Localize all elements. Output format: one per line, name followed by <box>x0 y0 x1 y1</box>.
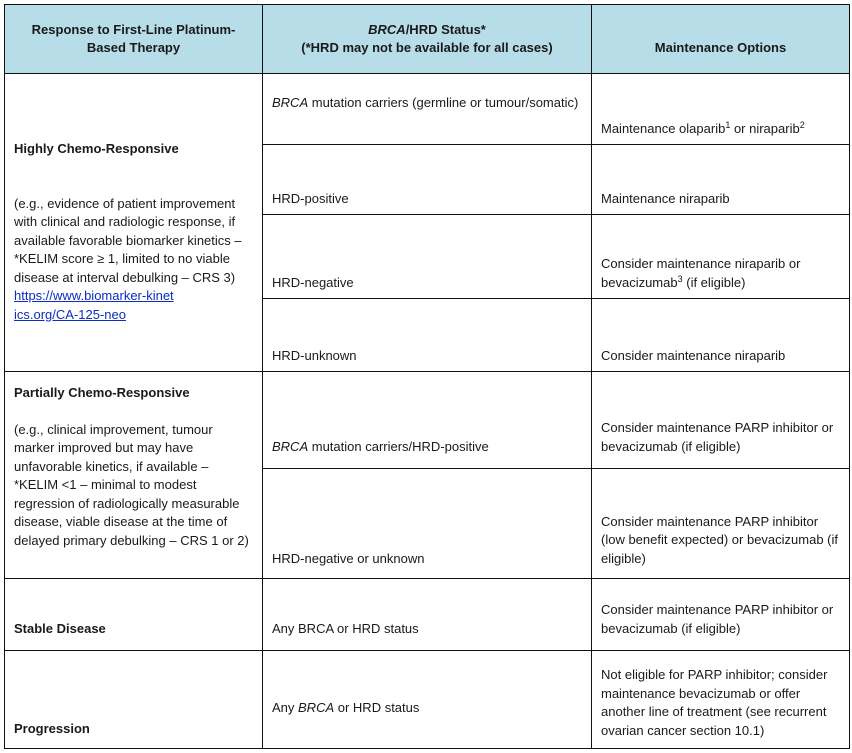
header-response-line1: Response to First-Line Platinum- <box>31 21 236 37</box>
status-text: mutation carriers/HRD-positive <box>308 438 489 454</box>
status-text: HRD-positive <box>272 190 349 206</box>
option-cell <box>592 651 850 749</box>
status-text: or HRD status <box>334 700 420 715</box>
response-cell-highly <box>5 74 263 372</box>
header-maintenance <box>592 5 850 74</box>
header-status-rest: /HRD Status* <box>405 21 486 37</box>
footnote-ref: 3 <box>677 273 683 284</box>
response-cell-stable <box>5 579 263 651</box>
header-status-brca: BRCA <box>368 21 406 37</box>
biomarker-kinetics-link[interactable]: https://www.biomarker-kinetics.org/CA-125-neo <box>14 288 174 322</box>
status-brca: BRCA <box>272 95 309 110</box>
response-description: (e.g., clinical improvement, tumour marker improved but may have unfavorable kinetics, if available – *KELIM <1 – minimal to modest regression of radiologically measurable disease, viable disease at the time of delayed primary debulking – CRS 1 or 2) <box>14 421 249 548</box>
header-row <box>5 5 850 74</box>
option-text: Consider maintenance PARP inhibitor or bevacizumab (if eligible) <box>601 602 834 636</box>
status-cell <box>263 651 592 749</box>
status-text: Any BRCA or HRD status <box>272 620 419 636</box>
maintenance-options-table <box>4 4 850 749</box>
table-row <box>5 651 850 749</box>
header-status <box>263 5 592 74</box>
option-text: Consider maintenance PARP inhibitor or bevacizumab (if eligible) <box>601 420 834 454</box>
option-cell <box>592 579 850 651</box>
spacer <box>14 159 253 195</box>
option-text: Maintenance niraparib <box>601 190 730 206</box>
status-cell <box>263 579 592 651</box>
header-status-note: (*HRD may not be available for all cases) <box>301 40 553 55</box>
option-cell <box>592 372 850 469</box>
option-cell <box>592 215 850 299</box>
header-maintenance-label: Maintenance Options <box>654 39 787 55</box>
response-label: Highly Chemo-Responsive <box>14 141 179 156</box>
option-text: Consider maintenance niraparib <box>601 347 786 363</box>
status-pre: Any <box>272 700 299 715</box>
status-cell <box>263 372 592 469</box>
status-brca: BRCA <box>272 438 309 454</box>
status-cell <box>263 74 592 145</box>
header-response-line2: Based Therapy <box>86 40 181 55</box>
status-cell <box>263 299 592 372</box>
table-row <box>5 579 850 651</box>
response-cell-partially <box>5 372 263 579</box>
option-cell <box>592 74 850 145</box>
table-row <box>5 372 850 469</box>
status-cell <box>263 215 592 299</box>
status-text: HRD-unknown <box>272 347 357 363</box>
header-response <box>5 5 263 74</box>
option-text-mid: or niraparib <box>730 120 800 136</box>
response-label: Stable Disease <box>14 620 106 636</box>
option-cell <box>592 145 850 215</box>
spacer <box>14 403 253 421</box>
status-cell <box>263 145 592 215</box>
status-text: HRD-negative or unknown <box>272 550 425 566</box>
status-text: HRD-negative <box>272 274 354 290</box>
response-label: Progression <box>14 720 90 736</box>
status-text: mutation carriers (germline or tumour/somatic) <box>308 95 579 110</box>
status-cell <box>263 469 592 579</box>
option-text-tail: (if eligible) <box>682 274 746 290</box>
table-row <box>5 74 850 145</box>
option-text: Consider maintenance PARP inhibitor (low benefit expected) or bevacizumab (if eligible) <box>601 513 839 566</box>
footnote-ref: 2 <box>799 119 805 130</box>
footnote-ref: 1 <box>725 119 731 130</box>
option-text: Not eligible for PARP inhibitor; consider maintenance bevacizumab or offer another line of treatment (see recurrent ovarian cancer section 10.1) <box>601 667 828 738</box>
status-brca: BRCA <box>298 700 335 715</box>
response-label: Partially Chemo-Responsive <box>14 385 190 400</box>
option-cell <box>592 299 850 372</box>
response-cell-progression <box>5 651 263 749</box>
option-text: Maintenance olaparib <box>601 120 726 136</box>
response-description: (e.g., evidence of patient improvement with clinical and radiologic response, if available favorable biomarker kinetics – *KELIM score ≥ 1, limited to no viable disease at interval debulking – CRS 3) <box>14 195 242 285</box>
option-text: Consider maintenance niraparib or bevacizumab <box>601 256 801 290</box>
option-cell <box>592 469 850 579</box>
